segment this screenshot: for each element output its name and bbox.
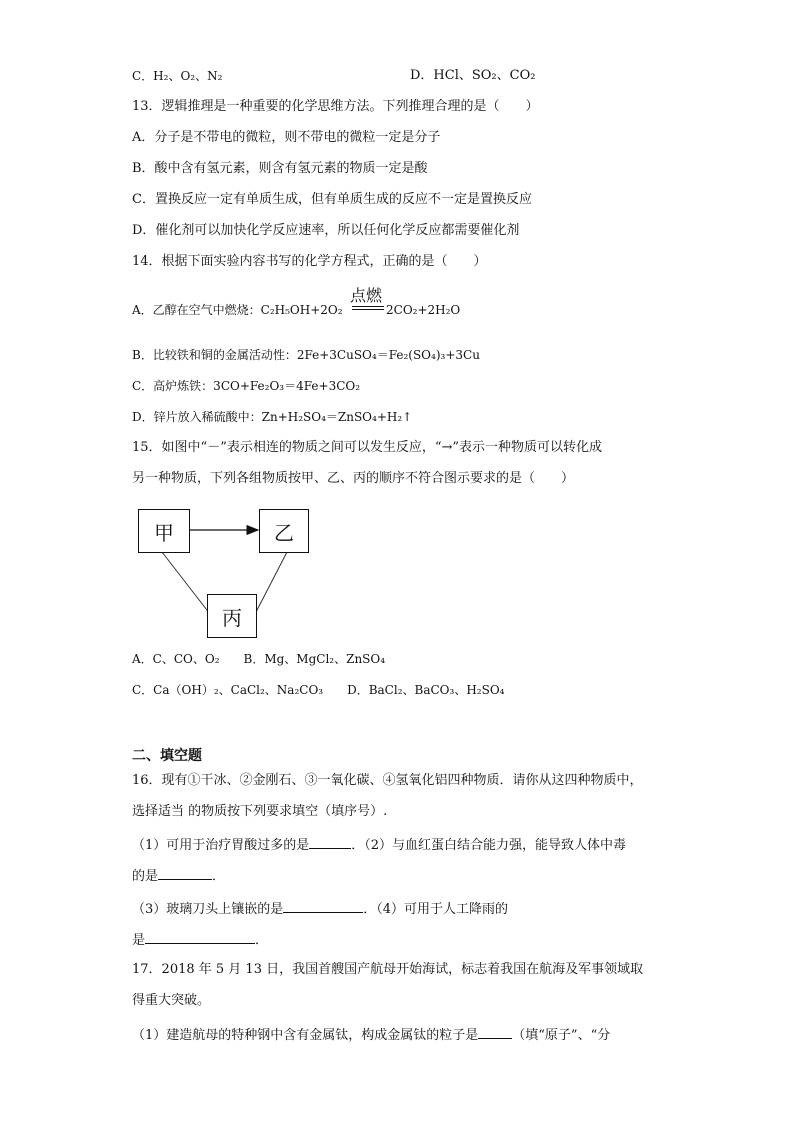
q13-option-a: A．分子是不带电的微粒，则不带电的微粒一定是分子 [132, 130, 441, 145]
q17-text-2: （填“原子”、“分 [512, 1028, 611, 1043]
q15-stem-line2: 另一种物质，下列各组物质按甲、乙、丙的顺序不符合图示要求的是（ ） [132, 471, 575, 486]
section-title: 二、填空题 [132, 748, 202, 764]
box-yi: 乙 [259, 509, 309, 553]
q16-text-1: （1）可用于治疗胃酸过多的是 [132, 838, 310, 853]
q17-line2: 得重大突破。 [132, 993, 211, 1008]
q13-option-c: C．置换反应一定有单质生成，但有单质生成的反应不一定是置换反应 [132, 192, 532, 207]
q13-stem: 13．逻辑推理是一种重要的化学思维方法。下列推理合理的是（ ） [132, 99, 539, 114]
q12-option-d: D．HCl、SO₂、CO₂ [410, 68, 536, 83]
link-yi-bing [255, 552, 287, 614]
q15-stem-line1: 15．如图中“－”表示相连的物质之间可以发生反应，“→”表示一种物质可以转化成 [132, 440, 603, 455]
q16-text-3: 的是 [132, 869, 159, 884]
q16-part3-line [132, 898, 508, 920]
box-jia: 甲 [138, 509, 190, 553]
answer-blank-2[interactable] [158, 865, 212, 880]
q14-option-a-left: A．乙醇在空气中燃烧：C₂H₅OH+2O₂ [132, 303, 343, 317]
q13-option-b: B．酸中含有氢元素，则含有氢元素的物质一定是酸 [132, 161, 428, 176]
q14-option-c: C．高炉炼铁：3CO+Fe₂O₃＝4Fe+3CO₂ [132, 379, 361, 393]
reaction-condition: 点燃 [350, 286, 383, 305]
q17-part1-line [132, 1024, 610, 1046]
q14-option-d: D．锌片放入稀硫酸中：Zn+H₂SO₄＝ZnSO₄+H₂↑ [132, 410, 413, 424]
q16-text-8: ． [255, 933, 269, 948]
q16-part4-line [132, 929, 268, 951]
q14-option-b: B．比较铁和铜的金属活动性：2Fe+3CuSO₄＝Fe₂(SO₄)₃+3Cu [132, 348, 480, 362]
q14-option-a-right: 2CO₂+2H₂O [386, 303, 461, 317]
link-jia-bing [162, 552, 210, 614]
box-bing: 丙 [207, 594, 257, 638]
q15-options-ab: A．C、CO、O₂ B．Mg、MgCl₂、ZnSO₄ [132, 652, 386, 666]
answer-blank-4[interactable] [145, 929, 255, 944]
q17-line1: 17．2018 年 5 月 13 日，我国首艘国产航母开始海试，标志着我国在航海及军事领域取 [132, 962, 644, 977]
q14-stem: 14．根据下面实验内容书写的化学方程式，正确的是（ ） [132, 254, 487, 269]
q16-line1: 16．现有①干冰、②金刚石、③一氧化碳、④氢氧化铝四种物质．请你从这四种物质中， [132, 773, 643, 788]
answer-blank-3[interactable] [283, 898, 363, 913]
q15-options-cd: C．Ca（OH）₂、CaCl₂、Na₂CO₃ D．BaCl₂、BaCO₃、H₂SO₄ [132, 683, 505, 697]
q16-text-5: （3）玻璃刀头上镶嵌的是 [132, 902, 284, 917]
q17-text-1: （1）建造航母的特种钢中含有金属钛，构成金属钛的粒子是 [132, 1028, 479, 1043]
q16-line2: 选择适当 的物质按下列要求填空（填序号）. [132, 804, 388, 819]
q16-text-7: 是 [132, 933, 146, 948]
q16-part1-line [132, 834, 626, 856]
q16-text-2: ．（2）与血红蛋白结合能力强，能导致人体中毒 [351, 838, 627, 853]
q16-part2-line [132, 865, 225, 887]
answer-blank-1[interactable] [309, 834, 351, 849]
q13-option-d: D．催化剂可以加快化学反应速率，所以任何化学反应都需要催化剂 [132, 223, 520, 238]
q16-text-4: ． [212, 869, 226, 884]
q16-text-6: ．（4）可用于人工降雨的 [363, 902, 509, 917]
answer-blank-5[interactable] [478, 1024, 512, 1039]
q12-option-c: C．H₂、O₂、N₂ [132, 69, 223, 83]
